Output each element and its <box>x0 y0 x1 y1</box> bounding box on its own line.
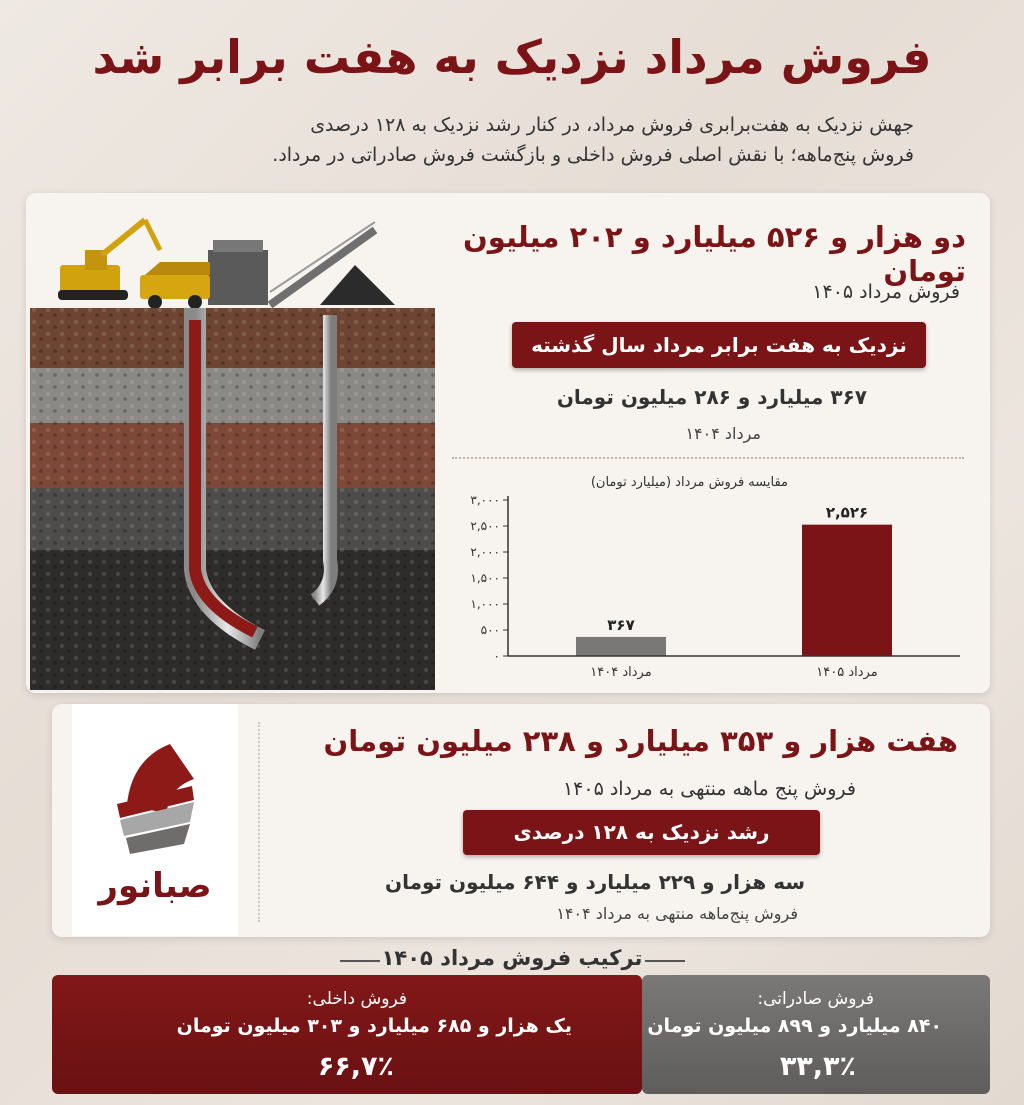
prev-monthly-value: ۳۶۷ میلیارد و ۲۸۶ میلیون تومان <box>556 385 867 409</box>
y-tick-label: ۲,۰۰۰ <box>470 545 500 559</box>
five-month-sales-period: فروش پنج ماهه منتهی به مرداد ۱۴۰۵ <box>562 778 856 800</box>
sales-comparison-chart <box>450 470 970 685</box>
export-sales-panel <box>642 975 990 1094</box>
export-value: ۸۴۰ میلیارد و ۸۹۹ میلیون تومان <box>647 1015 942 1037</box>
y-tick-label: ۰ <box>493 649 500 663</box>
monthly-growth-banner: نزدیک به هفت برابر مرداد سال گذشته <box>512 322 926 368</box>
five-month-growth-banner: رشد نزدیک به ۱۲۸ درصدی <box>463 810 820 855</box>
chart-bars <box>576 504 892 656</box>
page-subtitle <box>114 110 914 170</box>
domestic-label: فروش داخلی: <box>306 989 407 1009</box>
prev-five-month-value: سه هزار و ۲۲۹ میلیارد و ۶۴۴ میلیون تومان <box>385 870 805 894</box>
y-tick-label: ۱,۵۰۰ <box>470 571 500 585</box>
mining-machinery <box>58 220 395 309</box>
monthly-sales-value: دو هزار و ۵۲۶ میلیارد و ۲۰۲ میلیون تومان <box>463 220 966 288</box>
five-month-sales-value: هفت هزار و ۳۵۳ میلیارد و ۲۳۸ میلیون تومان <box>323 724 958 758</box>
prev-five-month-period: فروش پنج‌ماهه منتهی به مرداد ۱۴۰۴ <box>556 904 798 923</box>
monthly-sales-period: فروش مرداد ۱۴۰۵ <box>812 281 960 303</box>
logo-divider <box>258 722 260 922</box>
logo-text: صبانور <box>98 866 212 906</box>
y-tick-label: ۱,۰۰۰ <box>470 597 500 611</box>
company-logo <box>72 704 238 936</box>
y-tick-label: ۲,۵۰۰ <box>470 519 500 533</box>
y-tick-label: ۳,۰۰۰ <box>470 493 500 507</box>
chart-y-axis <box>470 493 508 663</box>
bar-value-label: ۲,۵۲۶ <box>825 503 869 522</box>
domestic-sales-panel <box>52 975 642 1094</box>
comp-title-line-right <box>645 960 685 962</box>
section-divider <box>452 457 964 459</box>
page-title: فروش مرداد نزدیک به هفت برابر شد <box>92 30 932 84</box>
prev-monthly-period: مرداد ۱۴۰۴ <box>685 424 761 443</box>
composition-title: ترکیب فروش مرداد ۱۴۰۵ <box>381 946 643 970</box>
bar-value-label: ۳۶۷ <box>607 615 635 634</box>
subtitle-line-2: فروش پنج‌ماهه؛ با نقش اصلی فروش داخلی و بازگشت فروش صادراتی در مرداد. <box>272 144 914 166</box>
x-category-label: مرداد ۱۴۰۴ <box>590 665 652 680</box>
domestic-value: یک هزار و ۶۸۵ میلیارد و ۳۰۳ میلیون تومان <box>176 1015 572 1037</box>
chart-title: مقایسه فروش مرداد (میلیارد تومان) <box>590 475 788 490</box>
export-label: فروش صادراتی: <box>757 989 874 1009</box>
chart-x-axis <box>508 656 960 680</box>
x-category-label: مرداد ۱۴۰۵ <box>816 665 878 680</box>
export-percent: ۳۳,۳٪ <box>779 1051 856 1082</box>
y-tick-label: ۵۰۰ <box>480 623 500 637</box>
domestic-percent: ۶۶,۷٪ <box>317 1051 394 1082</box>
subtitle-line-1: جهش نزدیک به هفت‌برابری فروش مرداد، در کنار رشد نزدیک به ۱۲۸ درصدی <box>310 114 914 136</box>
chart-bar <box>576 637 666 656</box>
chart-bar <box>802 525 892 656</box>
mining-illustration <box>30 210 440 700</box>
